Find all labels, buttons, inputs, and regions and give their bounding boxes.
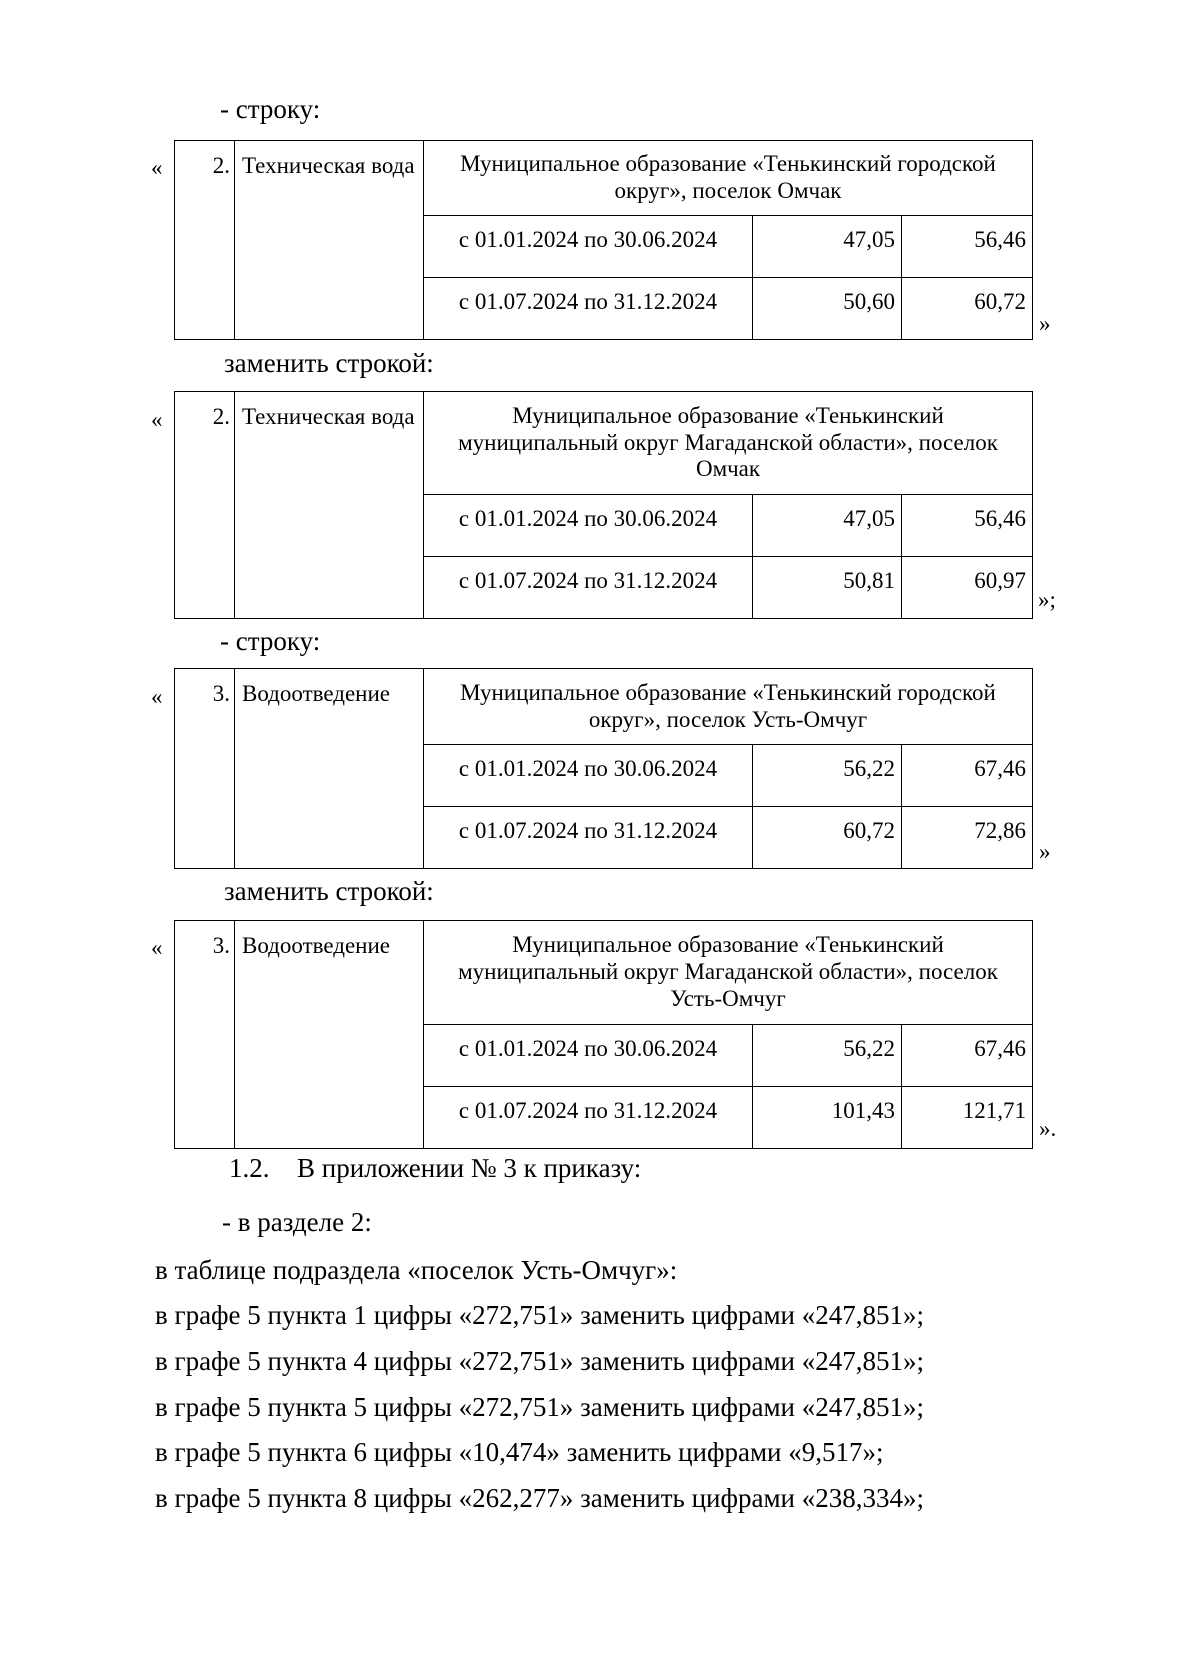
open-quote-1: « — [151, 155, 163, 180]
period-cell: с 01.07.2024 по 31.12.2024 — [424, 807, 753, 869]
tariff-value-1: 50,60 — [753, 278, 902, 340]
tariff-value-1: 47,05 — [753, 216, 902, 278]
tariff-value-2: 67,46 — [902, 1025, 1033, 1087]
period-cell: с 01.07.2024 по 31.12.2024 — [424, 1087, 753, 1149]
open-quote-4: « — [151, 935, 163, 960]
amendment-item-5: в графе 5 пункта 5 цифры «272,751» заменить цифрами «247,851»; — [155, 1392, 924, 1422]
municipality-cell: Муниципальное образование «Тенькинский городской округ», поселок Усть-Омчуг — [424, 669, 1033, 745]
tariff-value-1: 60,72 — [753, 807, 902, 869]
amendment-item-6: в графе 5 пункта 6 цифры «10,474» заменить цифрами «9,517»; — [155, 1437, 884, 1467]
tariff-value-1: 56,22 — [753, 745, 902, 807]
table-subsection-line: в таблице подраздела «поселок Усть-Омчуг»: — [155, 1255, 678, 1285]
amendment-item-4: в графе 5 пункта 4 цифры «272,751» заменить цифрами «247,851»; — [155, 1346, 924, 1376]
tariff-value-1: 50,81 — [753, 557, 902, 619]
service-name: Водоотведение — [235, 921, 424, 1149]
tariff-table-3 — [174, 668, 1033, 869]
period-cell: с 01.07.2024 по 31.12.2024 — [424, 278, 753, 340]
tariff-value-2: 60,72 — [902, 278, 1033, 340]
open-quote-2: « — [151, 407, 163, 432]
service-name: Техническая вода — [235, 392, 424, 619]
open-quote-3: « — [151, 684, 163, 709]
municipality-cell: Муниципальное образование «Тенькинский муниципальный округ Магаданской области», поселок Омчак — [424, 392, 1033, 495]
amendment-item-1: в графе 5 пункта 1 цифры «272,751» заменить цифрами «247,851»; — [155, 1300, 924, 1330]
instruction-zamenit-2: заменить строкой: — [224, 876, 434, 906]
paragraph-1-2-text: В приложении № 3 к приказу: — [297, 1153, 642, 1183]
period-cell: с 01.01.2024 по 30.06.2024 — [424, 495, 753, 557]
close-quote-3: » — [1039, 839, 1051, 864]
tariff-value-2: 121,71 — [902, 1087, 1033, 1149]
close-quote-2: »; — [1038, 587, 1056, 612]
service-name: Техническая вода — [235, 141, 424, 340]
municipality-cell: Муниципальное образование «Тенькинский муниципальный округ Магаданской области», поселок Усть-Омчуг — [424, 921, 1033, 1025]
tariff-value-2: 67,46 — [902, 745, 1033, 807]
tariff-table-2 — [174, 391, 1033, 619]
period-cell: с 01.01.2024 по 30.06.2024 — [424, 216, 753, 278]
period-cell: с 01.01.2024 по 30.06.2024 — [424, 745, 753, 807]
period-cell: с 01.07.2024 по 31.12.2024 — [424, 557, 753, 619]
municipality-cell: Муниципальное образование «Тенькинский городской округ», поселок Омчак — [424, 141, 1033, 216]
amendment-item-8: в графе 5 пункта 8 цифры «262,277» заменить цифрами «238,334»; — [155, 1483, 924, 1513]
table-row-number: 2. — [175, 141, 235, 340]
tariff-table-1 — [174, 140, 1033, 340]
tariff-value-2: 72,86 — [902, 807, 1033, 869]
tariff-value-1: 47,05 — [753, 495, 902, 557]
instruction-zamenit-1: заменить строкой: — [224, 348, 434, 378]
paragraph-number-1-2: 1.2. — [229, 1153, 270, 1183]
service-name: Водоотведение — [235, 669, 424, 869]
table-row-number: 3. — [175, 669, 235, 869]
section-2-line: - в разделе 2: — [222, 1207, 372, 1237]
close-quote-1: » — [1039, 311, 1051, 336]
instruction-stroku-1: - строку: — [220, 94, 321, 124]
tariff-table-4 — [174, 920, 1033, 1149]
tariff-value-2: 56,46 — [902, 216, 1033, 278]
close-quote-4: ». — [1039, 1116, 1057, 1141]
period-cell: с 01.01.2024 по 30.06.2024 — [424, 1025, 753, 1087]
tariff-value-1: 101,43 — [753, 1087, 902, 1149]
instruction-stroku-2: - строку: — [220, 626, 321, 656]
table-row-number: 3. — [175, 921, 235, 1149]
tariff-value-2: 56,46 — [902, 495, 1033, 557]
tariff-value-1: 56,22 — [753, 1025, 902, 1087]
table-row-number: 2. — [175, 392, 235, 619]
tariff-value-2: 60,97 — [902, 557, 1033, 619]
